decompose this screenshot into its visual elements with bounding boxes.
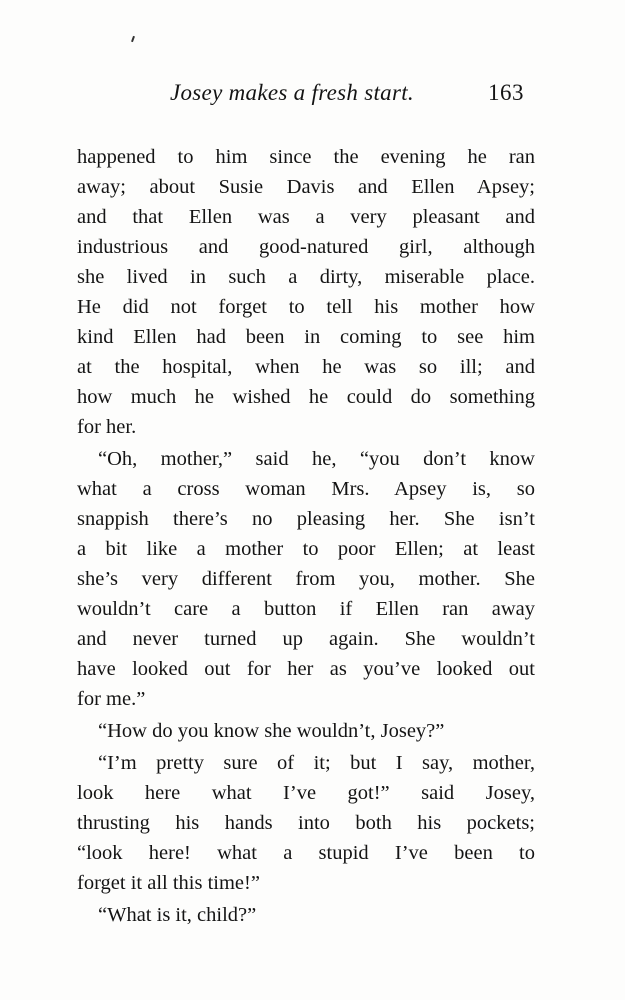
stray-ink-mark	[131, 36, 135, 42]
text-line: “How do you know she wouldn’t, Josey?”	[98, 720, 445, 742]
text-line: she lived in such a dirty, miserable place.	[77, 266, 535, 288]
text-line: for me.”	[77, 688, 146, 710]
text-line: how much he wished he could do something	[77, 386, 535, 408]
text-line: “What is it, child?”	[98, 904, 257, 926]
text-line: forget it all this time!”	[77, 872, 260, 894]
text-line: happened to him since the evening he ran	[77, 146, 535, 168]
paragraph	[77, 142, 535, 442]
text-line: for her.	[77, 416, 137, 438]
text-line: kind Ellen had been in coming to see him	[77, 326, 535, 348]
paragraph	[77, 900, 535, 930]
text-line: “I’m pretty sure of it; but I say, mother,	[98, 752, 535, 774]
text-line: and never turned up again. She wouldn’t	[77, 628, 535, 650]
running-title: Josey makes a fresh start.	[170, 80, 414, 105]
running-head	[0, 80, 625, 116]
text-line: snappish there’s no pleasing her. She isn’t	[77, 508, 535, 530]
page-number: 163	[488, 80, 524, 105]
body-text	[77, 142, 535, 930]
text-line: thrusting his hands into both his pockets;	[77, 812, 535, 834]
text-line: industrious and good-natured girl, although	[77, 236, 535, 258]
paragraph	[77, 716, 535, 746]
text-line: and that Ellen was a very pleasant and	[77, 206, 535, 228]
text-line: a bit like a mother to poor Ellen; at least	[77, 538, 535, 560]
text-line: look here what I’ve got!” said Josey,	[77, 782, 535, 804]
paragraph	[77, 748, 535, 898]
text-line: at the hospital, when he was so ill; and	[77, 356, 535, 378]
text-line: have looked out for her as you’ve looked out	[77, 658, 535, 680]
text-line: He did not forget to tell his mother how	[77, 296, 535, 318]
paragraph	[77, 444, 535, 714]
text-line: “look here! what a stupid I’ve been to	[77, 842, 535, 864]
text-line: what a cross woman Mrs. Apsey is, so	[77, 478, 535, 500]
text-line: she’s very different from you, mother. She	[77, 568, 535, 590]
text-line: “Oh, mother,” said he, “you don’t know	[98, 448, 535, 470]
text-line: away; about Susie Davis and Ellen Apsey;	[77, 176, 535, 198]
text-line: wouldn’t care a button if Ellen ran away	[77, 598, 535, 620]
